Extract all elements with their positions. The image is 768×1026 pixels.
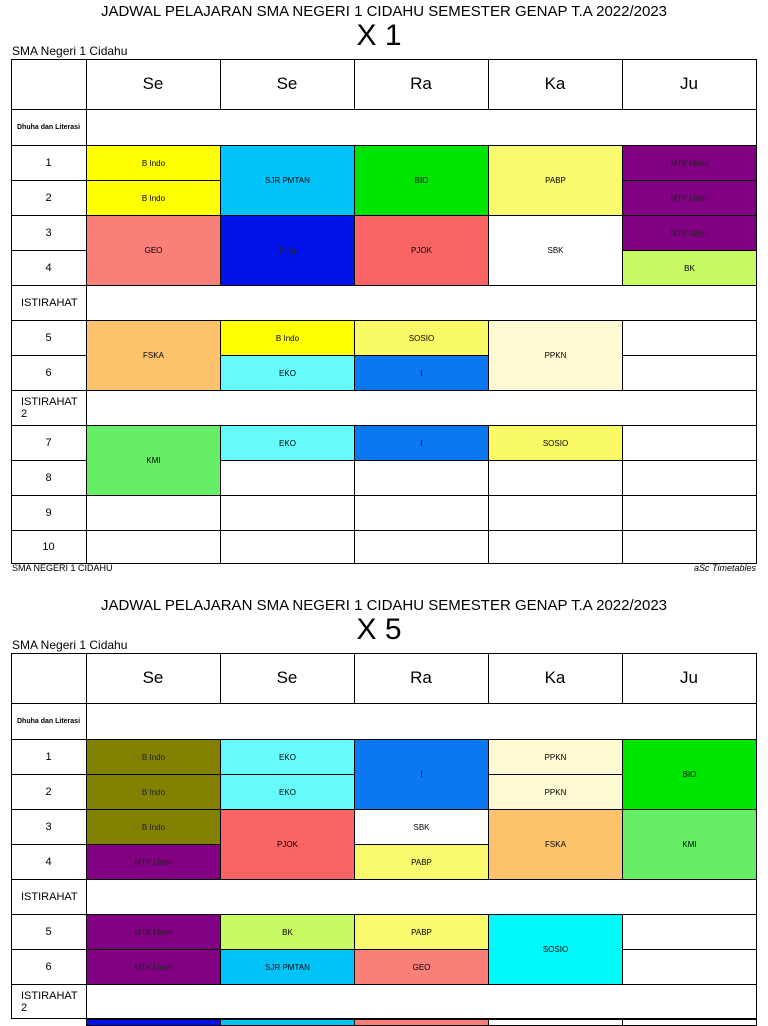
day-header: Se (276, 74, 298, 93)
lesson-subject: PPKN (544, 752, 567, 762)
lesson-subject: MTK Umm (134, 927, 173, 937)
lesson-subject: PABP (411, 857, 432, 867)
column-divider (354, 59, 355, 109)
lesson-subject: EKO (279, 752, 296, 762)
period-label: 3 (45, 820, 52, 833)
lesson-subject: I (420, 770, 423, 779)
lesson-cell[interactable] (622, 809, 757, 880)
lesson-subject: BIO (414, 176, 429, 185)
column-divider (622, 460, 623, 495)
lesson-subject: FSKA (143, 351, 164, 360)
period-label: 4 (45, 261, 52, 274)
lesson-cell[interactable] (220, 914, 355, 950)
column-divider (354, 653, 355, 703)
lesson-subject: B Indo (141, 193, 166, 203)
lesson-subject: SBK (413, 822, 430, 832)
lesson-cell[interactable] (354, 949, 489, 985)
lesson-cell[interactable] (86, 1019, 221, 1026)
lesson-subject: B Indo (141, 787, 166, 797)
timetable-grid (11, 59, 757, 564)
lesson-subject: B Indo (141, 158, 166, 168)
lesson-cell[interactable] (488, 774, 623, 810)
lesson-subject: EKO (279, 368, 296, 378)
column-divider (354, 460, 355, 495)
lesson-cell[interactable] (220, 215, 355, 286)
day-header: Se (142, 74, 164, 93)
lesson-cell[interactable] (86, 949, 221, 985)
lesson-cell[interactable] (220, 425, 355, 461)
lesson-cell[interactable] (488, 425, 623, 461)
lesson-subject: I (420, 368, 423, 378)
period-label: 5 (45, 925, 52, 938)
lesson-cell[interactable] (354, 914, 489, 950)
day-header: Ju (680, 74, 698, 93)
lesson-subject: I (420, 438, 423, 448)
column-divider (488, 530, 489, 564)
lesson-subject: PPKN (544, 787, 567, 797)
lesson-subject: Bing (279, 246, 296, 255)
day-header: Ka (544, 668, 566, 687)
period-label: 7 (45, 436, 52, 449)
column-divider (622, 495, 623, 530)
column-divider (622, 653, 623, 703)
lesson-subject: PJOK (277, 840, 298, 849)
lesson-cell[interactable] (86, 914, 221, 950)
footer-credit: aSc Timetables (694, 563, 756, 573)
lesson-cell[interactable] (220, 949, 355, 985)
day-header: Ka (544, 74, 566, 93)
lesson-subject: B Indo (275, 333, 300, 343)
lesson-cell[interactable] (220, 739, 355, 775)
column-divider (488, 460, 489, 495)
lesson-cell[interactable] (488, 1019, 623, 1026)
lesson-cell[interactable] (86, 180, 221, 216)
column-divider (488, 653, 489, 703)
column-divider (488, 495, 489, 530)
lesson-subject: PABP (411, 927, 432, 937)
lesson-subject: EKO (279, 438, 296, 448)
column-divider (622, 530, 623, 564)
lesson-cell[interactable] (86, 774, 221, 810)
lesson-subject: SOSIO (542, 945, 569, 954)
school-name: SMA Negeri 1 Cidahu (12, 44, 128, 58)
lesson-cell[interactable] (220, 145, 355, 216)
period-label: ISTIRAHAT 2 (21, 395, 78, 420)
lesson-cell[interactable] (354, 425, 489, 461)
lesson-cell[interactable] (622, 250, 757, 286)
column-divider (220, 495, 221, 530)
period-label: 6 (45, 366, 52, 379)
lesson-cell[interactable] (354, 844, 489, 880)
period-label: 3 (45, 226, 52, 239)
column-divider (354, 495, 355, 530)
lesson-subject: MTK Umm (670, 193, 709, 203)
lesson-subject: GEO (412, 962, 431, 972)
lesson-subject: B Indo (141, 752, 166, 762)
row-divider (11, 109, 757, 110)
lesson-subject: PPKN (544, 351, 567, 360)
lesson-subject: B Indo (141, 822, 166, 832)
lesson-cell[interactable] (86, 320, 221, 391)
lesson-cell[interactable] (622, 1019, 757, 1026)
period-label: ISTIRAHAT (21, 890, 78, 903)
lesson-subject: BIO (682, 770, 697, 779)
period-label: 5 (45, 331, 52, 344)
lesson-subject: SJR PMTAN (265, 176, 310, 185)
timetable-grid (11, 653, 757, 1024)
class-name: X 5 (356, 613, 402, 646)
lesson-cell[interactable] (220, 355, 355, 391)
school-name: SMA Negeri 1 Cidahu (12, 638, 128, 652)
lesson-cell[interactable] (354, 320, 489, 356)
period-label: Dhuha dan Literasi (17, 123, 81, 131)
lesson-cell[interactable] (220, 320, 355, 356)
lesson-subject: SBK (547, 246, 564, 255)
day-header: Ra (410, 74, 432, 93)
lesson-subject: PJOK (411, 246, 432, 255)
class-name: X 1 (356, 19, 402, 52)
lesson-cell[interactable] (220, 1019, 355, 1026)
period-label: ISTIRAHAT (21, 296, 78, 309)
lesson-subject: GEO (144, 246, 163, 255)
lesson-subject: SOSIO (408, 333, 435, 343)
column-divider (220, 530, 221, 564)
period-label: 9 (45, 506, 52, 519)
lesson-subject: MTK Umm (670, 158, 709, 168)
day-header: Ju (680, 668, 698, 687)
lesson-cell[interactable] (354, 355, 489, 391)
column-divider (220, 653, 221, 703)
lesson-cell[interactable] (354, 215, 489, 286)
lesson-subject: EKO (279, 787, 296, 797)
lesson-cell[interactable] (488, 320, 623, 391)
period-label: 6 (45, 960, 52, 973)
footer-school: SMA NEGERI 1 CIDAHU (12, 563, 113, 573)
lesson-subject: MTK Umm (134, 962, 173, 972)
column-divider (622, 59, 623, 109)
lesson-subject: KMI (682, 840, 697, 849)
lesson-subject: MTK Umm (670, 228, 709, 238)
lesson-cell[interactable] (86, 809, 221, 845)
sheet-title: JADWAL PELAJARAN SMA NEGERI 1 CIDAHU SEMESTER GENAP T.A 2022/2023 (100, 597, 668, 614)
lesson-subject: FSKA (545, 840, 566, 849)
lesson-cell[interactable] (220, 774, 355, 810)
lesson-subject: PABP (545, 176, 566, 185)
lesson-cell[interactable] (354, 145, 489, 216)
lesson-cell[interactable] (488, 809, 623, 880)
period-label: 1 (45, 750, 52, 763)
lesson-cell[interactable] (622, 215, 757, 251)
column-divider (488, 59, 489, 109)
lesson-cell[interactable] (354, 739, 489, 810)
lesson-cell[interactable] (354, 809, 489, 845)
lesson-cell[interactable] (86, 215, 221, 286)
lesson-subject: MTK Umm (134, 857, 173, 867)
period-label: 2 (45, 785, 52, 798)
lesson-cell[interactable] (86, 425, 221, 496)
lesson-cell[interactable] (86, 739, 221, 775)
lesson-cell[interactable] (354, 1019, 489, 1026)
lesson-cell[interactable] (622, 739, 757, 810)
lesson-cell[interactable] (488, 739, 623, 775)
lesson-cell[interactable] (488, 145, 623, 216)
period-label: Dhuha dan Literasi (17, 717, 81, 725)
period-label: 8 (45, 471, 52, 484)
row-divider (11, 530, 757, 531)
lesson-cell[interactable] (220, 809, 355, 880)
lesson-cell[interactable] (488, 215, 623, 286)
day-header: Ra (410, 668, 432, 687)
day-header: Se (142, 668, 164, 687)
period-label: 10 (42, 541, 55, 553)
lesson-subject: SJR PMTAN (265, 962, 310, 972)
lesson-cell[interactable] (622, 145, 757, 181)
lesson-cell[interactable] (86, 145, 221, 181)
lesson-subject: BK (282, 927, 293, 937)
lesson-subject: SOSIO (542, 438, 569, 448)
lesson-cell[interactable] (86, 844, 221, 880)
lesson-cell[interactable] (488, 914, 623, 985)
lesson-subject: KMI (146, 456, 161, 465)
row-divider (11, 703, 757, 704)
column-divider (354, 530, 355, 564)
period-label: 1 (45, 156, 52, 169)
period-label: 2 (45, 191, 52, 204)
day-header: Se (276, 668, 298, 687)
column-divider (220, 59, 221, 109)
lesson-cell[interactable] (622, 180, 757, 216)
sheet-title: JADWAL PELAJARAN SMA NEGERI 1 CIDAHU SEMESTER GENAP T.A 2022/2023 (100, 3, 668, 20)
period-label: ISTIRAHAT 2 (21, 989, 78, 1014)
lesson-subject: BK (684, 263, 695, 273)
period-label: 4 (45, 855, 52, 868)
